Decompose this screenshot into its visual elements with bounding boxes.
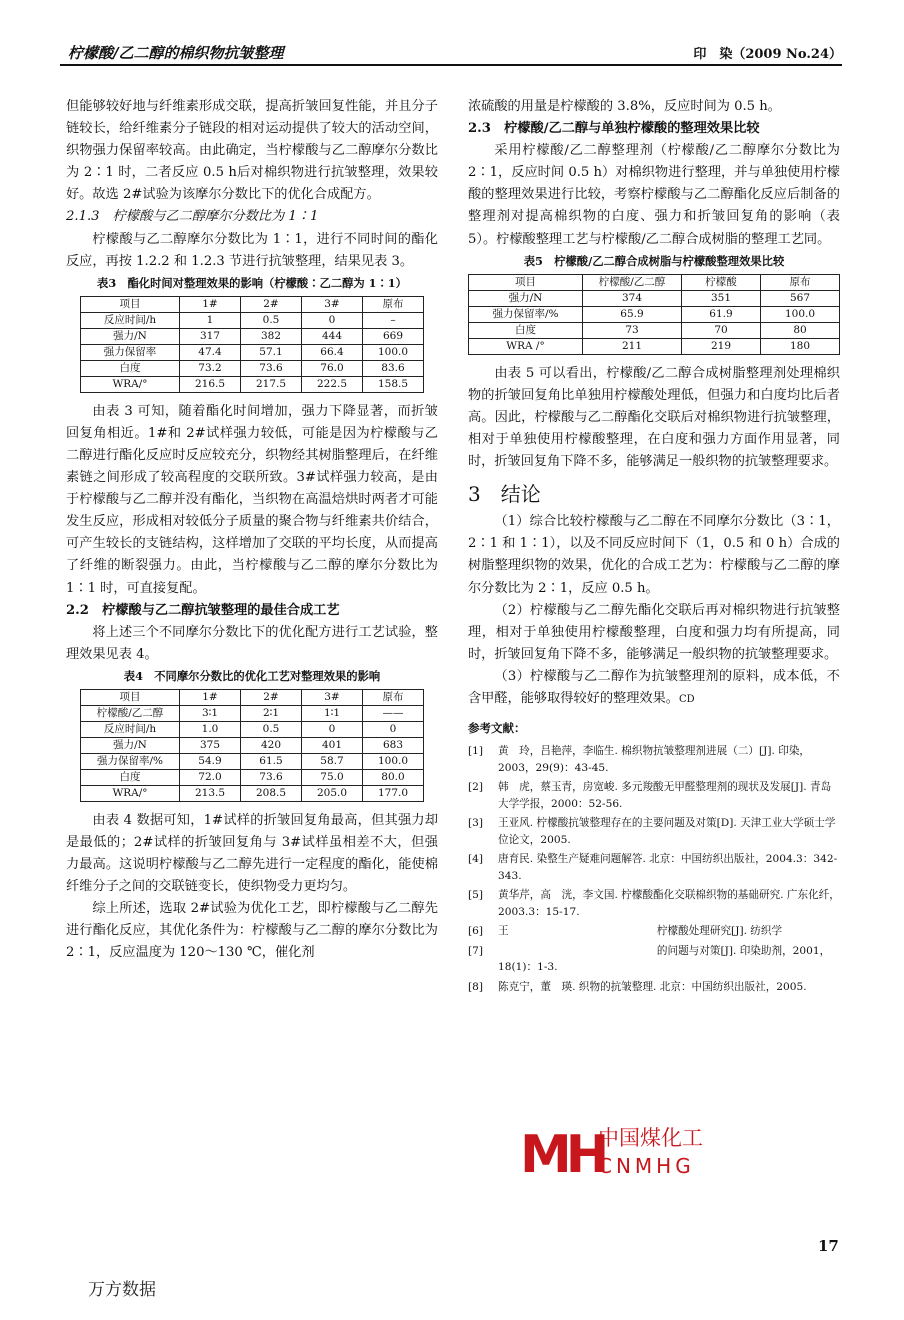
reference-text: 唐育民. 染整生产疑难问题解答. 北京：中国纺织出版社，2004.3：342-343. [498,853,838,882]
table-cell: 强力保留率/% [81,753,180,769]
paragraph: 由表 5 可以看出，柠檬酸/乙二醇合成树脂整理剂处理棉织物的折皱回复角比单独用柠檬酸处理低，但强力和白度均比后者高。因此，柠檬酸与乙二醇酯化交联后对棉织物进行抗皱整理，相对于单独使用柠檬酸整理，在白度和强力方面作用显著，同时，折皱回复角下降不多，能够满足一般织物的抗皱整理要求。 [468,365,840,470]
table-cell: WRA/° [81,376,180,392]
footer-source: 万方数据 [88,1280,156,1300]
table-4-caption: 表4 不同摩尔分数比的优化工艺对整理效果的影响 [123,668,381,683]
table-cell: 0 [302,721,363,737]
table-header-row [469,274,840,290]
table-row [469,322,840,338]
table-cell: 375 [180,737,241,753]
table-cell: 420 [241,737,302,753]
reference-number: [8] [468,980,484,993]
section-heading-2-2: 2.2 柠檬酸与乙二醇抗皱整理的最佳合成工艺 [66,602,340,618]
table-cell: 177.0 [363,785,424,801]
table-cell: 白度 [81,360,180,376]
reference-item [468,743,840,776]
header-cell: 2# [241,296,302,312]
reference-number: [5] [468,889,484,902]
table-cell: 76.0 [302,360,363,376]
table-cell: 222.5 [302,376,363,392]
right-column [468,96,840,998]
reference-number: [2] [468,781,484,794]
header-cell: 项目 [81,296,180,312]
table-row [469,306,840,322]
reference-item [468,851,840,884]
table-cell: 61.5 [241,753,302,769]
table-row [81,769,424,785]
reference-number: [7] [468,944,484,957]
table-cell: 219 [682,338,761,354]
table-row [81,376,424,392]
header-cell: 柠檬酸/乙二醇 [583,274,682,290]
table-5 [468,274,840,355]
header-cell: 1# [180,296,241,312]
table-row [81,737,424,753]
table-row [81,328,424,344]
table-cell: 强力/N [81,328,180,344]
table-cell: 100.0 [363,344,424,360]
table-cell: 158.5 [363,376,424,392]
table-cell: 73.2 [180,360,241,376]
paragraph: 由表 3 可知，随着酯化时间增加，强力下降显著，而折皱回复角相近。1#和 2#试样强力较低，可能是因为柠檬酸与乙二醇进行酯化反应时反应较充分，织物经其树脂整理后，在纤维素链之间形成了较高程度的交联所致。3#试样强力较高，是由于柠檬酸与乙二醇并没有酯化，当织物在高温焙烘时两者才可能发生反应，形成相对较低分子质量的聚合物与纤维素共价结合，可产生较长的支链结构，这样增加了交联的平均长度，从而提高了纤维的断裂强力。由此，当柠檬酸与乙二醇的摩尔分数比为 1∶1 时，可直接复配。 [66,403,438,596]
table-cell: 216.5 [180,376,241,392]
reference-text: 黄华芹，高 洸，李文国. 柠檬酸酯化交联棉织物的基础研究. 广东化纤，2003.3：15-17. [498,889,840,918]
table-cell: —— [363,705,424,721]
table-cell: 683 [363,737,424,753]
table-cell: 白度 [469,322,583,338]
table-cell: 强力/N [81,737,180,753]
reference-item [468,979,840,996]
reference-item [468,779,840,812]
reference-text: 黄 玲，吕艳萍，李临生. 棉织物抗皱整理剂进展（二）[J]. 印染，2003，29(9)：43-45. [498,745,811,774]
table-cell: 351 [682,290,761,306]
paragraph: 采用柠檬酸/乙二醇整理剂（柠檬酸/乙二醇摩尔分数比为 2∶1，反应时间 0.5 h）对棉织物进行整理，并与单独使用柠檬酸的整理效果进行比较，考察柠檬酸与乙二醇酯化反应后制备的整理剂对提高棉织物的白度、强力和折皱回复角的影响（表 5）。柠檬酸整理工艺与柠檬酸/乙二醇合成树脂的整理工艺同。 [468,143,840,247]
table-cell: 180 [761,338,840,354]
table-cell: 强力保留率/% [469,306,583,322]
table-cell: 白度 [81,769,180,785]
reference-item [468,923,840,940]
table-cell: 65.9 [583,306,682,322]
table-cell: 382 [241,328,302,344]
table-row [81,721,424,737]
table-cell: 反应时间/h [81,721,180,737]
table-cell: 208.5 [241,785,302,801]
left-column [66,96,438,965]
conclusion-3-text: （3）柠檬酸与乙二醇作为抗皱整理剂的原料，成本低，不含甲醛，能够取得较好的整理效果。 [468,668,840,706]
table-cell: 100.0 [363,753,424,769]
table-cell: 217.5 [241,376,302,392]
table-cell: 0 [302,312,363,328]
references-heading: 参考文献： [468,721,526,736]
table-cell: 66.4 [302,344,363,360]
table-cell: WRA /° [469,338,583,354]
reference-item [468,887,840,920]
header-cell: 项目 [469,274,583,290]
header-cell: 2# [241,689,302,705]
header-rule [60,64,842,66]
table-cell: 47.4 [180,344,241,360]
table-row [81,344,424,360]
conclusion-3 [468,666,840,711]
header-cell: 柠檬酸 [682,274,761,290]
paragraph: 由表 4 数据可知，1#试样的折皱回复角最高，但其强力却是最低的；2#试样的折皱回复角与 3#试样虽相差不大，但强力最高。这说明柠檬酸与乙二醇先进行一定程度的酯化，能使棉纤维分子之间的交联链变长，使织物受力更均匀。 [66,812,438,895]
table-cell: 3∶1 [180,705,241,721]
table-header-row [81,689,424,705]
table-cell: 1∶1 [302,705,363,721]
table-header-row [81,296,424,312]
table-cell: 1.0 [180,721,241,737]
header-cell: 项目 [81,689,180,705]
paragraph: 柠檬酸与乙二醇摩尔分数比为 1∶1，进行不同时间的酯化反应，再按 1.2.2 和 1.2.3 节进行抗皱整理，结果见表 3。 [66,231,438,269]
table-cell: 57.1 [241,344,302,360]
reference-number: [4] [468,853,484,866]
table-cell: 444 [302,328,363,344]
journal-issue: 印 染（2009 No.24） [693,47,842,62]
table-row [81,753,424,769]
running-title: 柠檬酸/乙二醇的棉织物抗皱整理 [68,44,284,62]
table-cell: 0.5 [241,721,302,737]
reference-number: [1] [468,745,484,758]
table-cell: 205.0 [302,785,363,801]
table-5-caption: 表5 柠檬酸/乙二醇合成树脂与柠檬酸整理效果比较 [523,253,785,268]
table-cell: – [363,312,424,328]
table-row [469,338,840,354]
table-cell: 567 [761,290,840,306]
reference-text: 韩 虎，蔡玉青，房宽峻. 多元羧酸无甲醛整理剂的现状及发展[J]. 青岛大学学报，2000：52-56. [498,781,832,810]
table-cell: 211 [583,338,682,354]
table-cell: 58.7 [302,753,363,769]
reference-text: 王亚风. 柠檬酸抗皱整理存在的主要问题及对策[D]. 天津工业大学硕士学位论文，2005. [498,817,836,846]
watermark-english: CNMHG [598,1154,695,1178]
header-cell: 3# [302,689,363,705]
reference-text: 的问题与对策[J]. 印染助剂，2001，18(1)：1-3. [498,944,831,974]
table-4 [80,689,424,802]
header-cell: 1# [180,689,241,705]
header-cell: 原布 [363,296,424,312]
table-row [81,312,424,328]
table-cell: 柠檬酸/乙二醇 [81,705,180,721]
paragraph: 但能够较好地与纤维素形成交联，提高折皱回复性能，并且分子链较长，给纤维素分子链段的相对运动提供了较大的活动空间，织物强力保留率较高。由此确定，当柠檬酸与乙二醇摩尔分数比为 2∶1 时，二者反应 0.5 h后对棉织物进行抗皱整理，效果较好。故选 2#试验为该摩尔分数比下的优化合成配方。 [66,99,438,203]
section-heading-2-3: 2.3 柠檬酸/乙二醇与单独柠檬酸的整理效果比较 [468,121,760,137]
watermark-mark: MH [520,1125,604,1185]
table-cell: 强力保留率 [81,344,180,360]
table-cell: 0.5 [241,312,302,328]
header-cell: 原布 [363,689,424,705]
table-cell: 401 [302,737,363,753]
reference-number: [3] [468,817,484,830]
table-cell: WRA/° [81,785,180,801]
table-cell: 54.9 [180,753,241,769]
section-heading-3: 3 结论 [468,482,541,507]
conclusion-2: （2）柠檬酸与乙二醇先酯化交联后再对棉织物进行抗皱整理，相对于单独使用柠檬酸整理，白度和强力均有所提高，同时，折皱回复角下降不多，能够满足一般织物的抗皱整理要求。 [468,602,840,662]
reference-item [468,943,840,976]
header-cell: 原布 [761,274,840,290]
paragraph: 综上所述，选取 2#试验为优化工艺，即柠檬酸与乙二醇先进行酯化反应，其优化条件为：柠檬酸与乙二醇的摩尔分数比为 2∶1，反应温度为 120～130 ℃，催化剂 [66,901,438,961]
table-cell: 73.6 [241,360,302,376]
reference-text: 陈克宁，董 瑛. 织物的抗皱整理. 北京：中国纺织出版社，2005. [498,980,807,993]
page-number: 17 [818,1237,839,1255]
table-cell: 2∶1 [241,705,302,721]
watermark-logo [520,1120,703,1192]
paragraph: 将上述三个不同摩尔分数比下的优化配方进行工艺试验，整理效果见表 4。 [66,624,438,662]
conclusion-1: （1）综合比较柠檬酸与乙二醇在不同摩尔分数比（3∶1，2∶1 和 1∶1），以及不同反应时间下（1，0.5 和 0 h）合成的树脂整理织物的效果，优化的合成工艺为：柠檬酸与乙二醇的摩尔分数比为 2∶1，反应 0.5 h。 [468,514,840,596]
table-row [81,705,424,721]
subsection-heading-2-1-3: 2.1.3 柠檬酸与乙二醇摩尔分数比为 1∶1 [66,209,319,225]
header-cell: 3# [302,296,363,312]
running-header [60,40,842,64]
reference-item [468,815,840,848]
table-cell: 72.0 [180,769,241,785]
table-row [81,785,424,801]
table-3-caption: 表3 酯化时间对整理效果的影响（柠檬酸∶乙二醇为 1∶1） [97,275,407,290]
table-cell: 80 [761,322,840,338]
table-cell: 0 [363,721,424,737]
table-row [81,360,424,376]
table-cell: 669 [363,328,424,344]
table-row [469,290,840,306]
watermark-chinese: 中国煤化工 [598,1126,703,1150]
table-cell: 强力/N [469,290,583,306]
table-cell: 1 [180,312,241,328]
table-cell: 317 [180,328,241,344]
table-cell: 反应时间/h [81,312,180,328]
end-mark: CD [679,693,695,705]
table-cell: 61.9 [682,306,761,322]
reference-number: [6] [468,925,484,938]
reference-text: 王 柠檬酸处理研究[J]. 纺织学 [498,925,783,938]
table-cell: 73.6 [241,769,302,785]
paragraph: 浓硫酸的用量是柠檬酸的 3.8%，反应时间为 0.5 h。 [468,99,781,114]
table-cell: 100.0 [761,306,840,322]
table-3 [80,296,424,393]
table-cell: 83.6 [363,360,424,376]
table-cell: 213.5 [180,785,241,801]
table-cell: 80.0 [363,769,424,785]
reference-list [468,743,840,995]
table-cell: 70 [682,322,761,338]
table-cell: 374 [583,290,682,306]
table-cell: 75.0 [302,769,363,785]
table-cell: 73 [583,322,682,338]
